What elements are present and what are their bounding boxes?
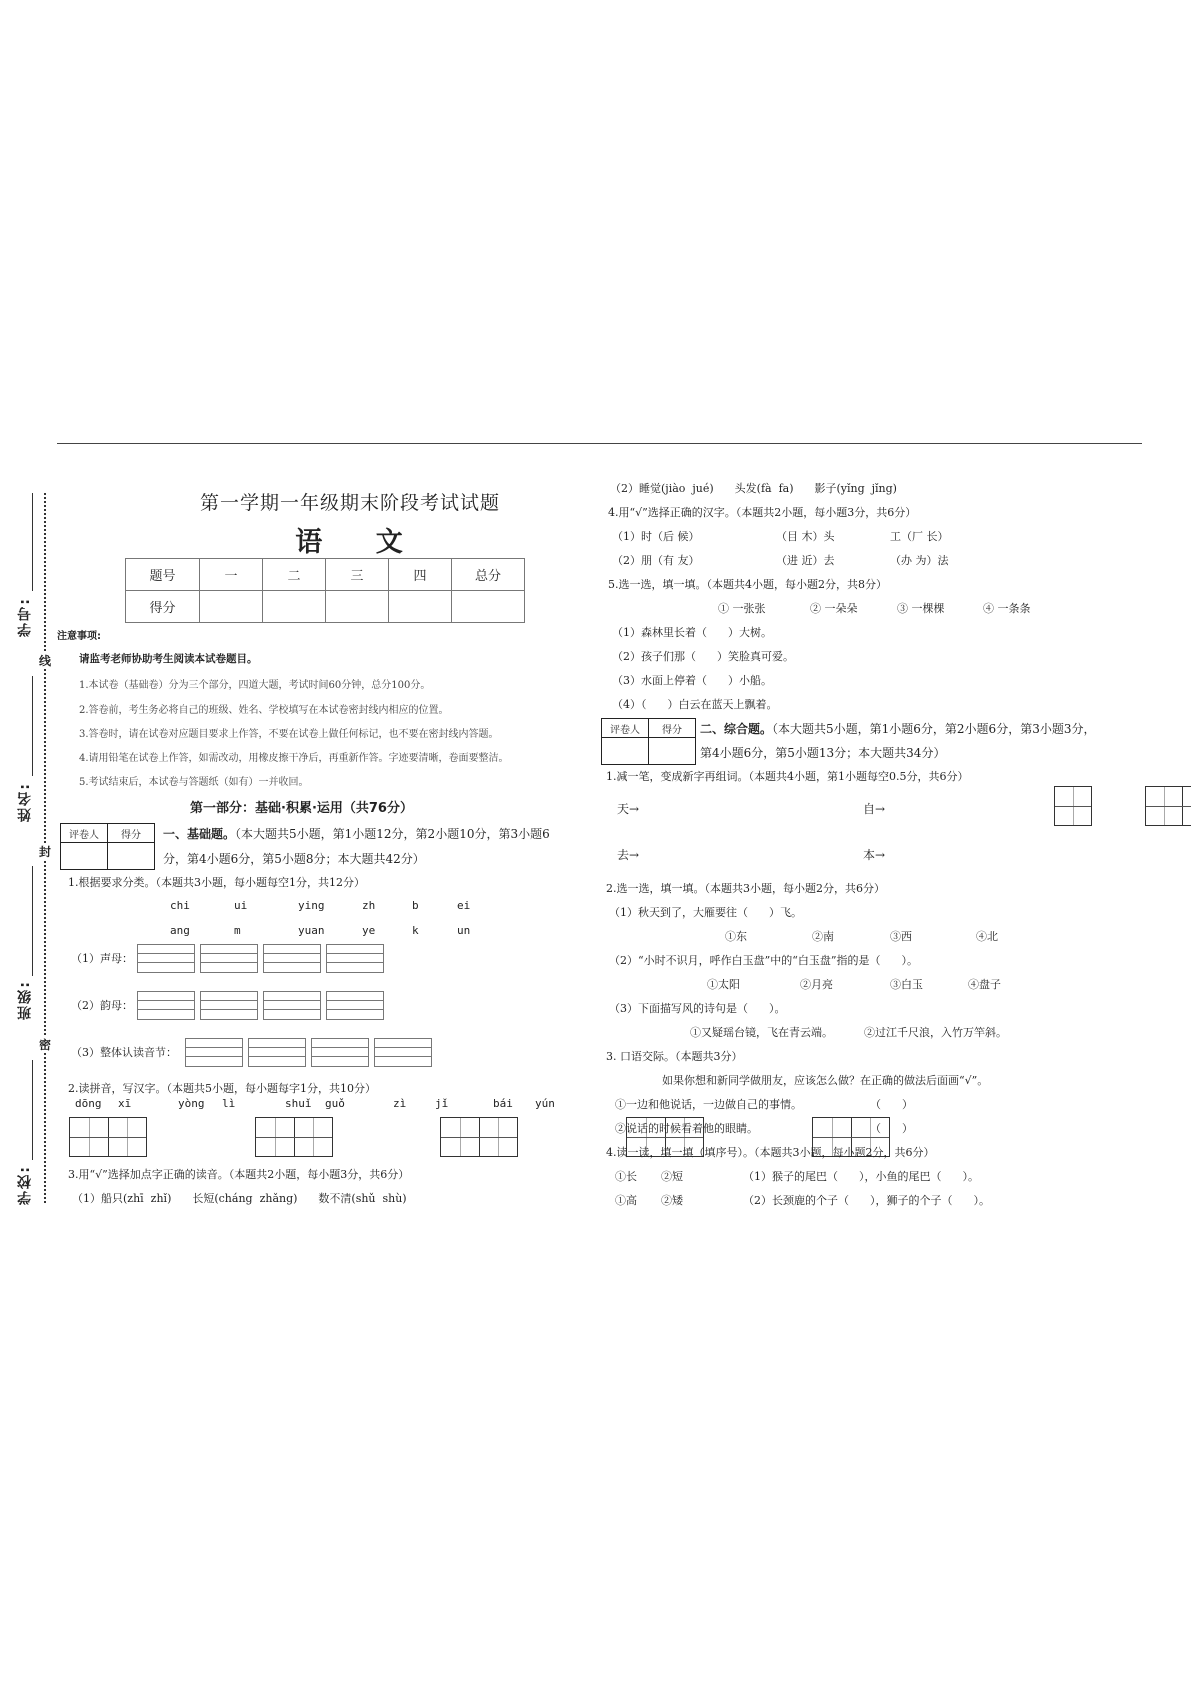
char-label: 天 (617, 802, 630, 816)
q4-item: （进 近）去 (776, 554, 835, 567)
sub-label: （2）韵母： (71, 998, 133, 1012)
section2-title: 二、综合题。 (700, 722, 773, 736)
score-header: 三 (326, 559, 389, 591)
q2-prompt: 2.读拼音，写汉字。（本题共5小题，每小题每字1分，共10分） (68, 1082, 376, 1095)
pinyin-item: ying (298, 899, 325, 912)
notice-item: 4.请用铅笔在试卷上作答，如需改动，用橡皮擦干净后，再重新作答。字迹要清晰，卷面要整洁。 (79, 753, 509, 764)
section1-desc-cont: 分，第4小题6分，第5小题8分；本大题共42分） (163, 852, 425, 866)
writing-lines[interactable] (200, 944, 258, 973)
grader-box-2 (601, 718, 696, 765)
section1-desc: （本大题共5小题，第1小题12分，第2小题10分，第3小题6 (235, 827, 550, 841)
p2-q2-prompt: 2.选一选，填一填。（本题共3小题，每小题2分，共6分） (606, 882, 885, 895)
section1-title: 一、基础题。 (163, 827, 236, 841)
score-table (125, 558, 525, 623)
q1-sub-finals (71, 991, 389, 1020)
answer-blank[interactable]: （ ） (870, 1098, 913, 1111)
q4-item: （办 为）法 (890, 554, 949, 567)
p2-q2-item: （2）“小时不识月，呼作白玉盘”中的“白玉盘”指的是（ ）。 (609, 954, 918, 967)
seal-mark-xian: 线 (38, 654, 51, 668)
p2-q3-item: ②说话的时候看着他的眼睛。 (615, 1122, 758, 1135)
seal-mark-mi: 密 (38, 1038, 51, 1052)
field-label-student-id: 学号: (17, 597, 33, 637)
p2-q2-item: （1）秋天到了，大雁要往（ ）飞。 (609, 906, 802, 919)
pinyin-label: shuǐ (285, 1097, 312, 1110)
grader-label: 得分 (108, 824, 155, 843)
p2-q2-option: ④北 (976, 930, 998, 943)
field-label-school: 学校: (17, 1165, 33, 1205)
pinyin-item: m (234, 924, 241, 937)
q5-prompt: 5.选一选，填一填。（本题共4小题，每小题2分，共8分） (608, 578, 887, 591)
top-rule (57, 443, 1142, 444)
q1-pinyin-row2 (170, 924, 470, 937)
q1-sub-initials (71, 944, 389, 973)
q3-prompt: 3.用“√”选择加点字正确的读音。（本题共2小题，每小题3分，共6分） (68, 1168, 410, 1181)
field-line-name (32, 676, 33, 776)
pinyin-item: ye (362, 924, 376, 937)
q5-item: （3）水面上停着（ ）小船。 (612, 674, 772, 687)
p2-q4-item: （1）猴子的尾巴（ ），小鱼的尾巴（ ）。 (743, 1170, 979, 1183)
q1-pinyin-row1 (170, 899, 470, 912)
grader-box-1 (60, 823, 155, 870)
stroke-char (863, 846, 885, 863)
grader-input[interactable] (649, 738, 696, 765)
q1-prompt: 1.根据要求分类。（本题共3小题，每小题每空1分，共12分） (68, 876, 365, 889)
pinyin-label: lì (222, 1097, 236, 1110)
notice-item: 1.本试卷（基础卷）分为三个部分，四道大题，考试时间60分钟，总分100分。 (79, 680, 431, 691)
sub-label: （1）声母： (71, 951, 133, 965)
char-label: 本 (863, 848, 876, 862)
notice-item: 5.考试结束后，本试卷与答题纸（如有）一并收回。 (79, 777, 309, 788)
score-cell[interactable] (389, 591, 452, 623)
section1-header (163, 825, 550, 842)
q5-item: （4）（ ）白云在蓝天上飘着。 (612, 698, 778, 711)
q5-option: ② 一朵朵 (810, 602, 858, 615)
arrow-icon: → (875, 802, 886, 816)
q5-item: （1）森林里长着（ ）大树。 (612, 626, 772, 639)
pinyin-item: ui (234, 899, 248, 912)
p2-q4-option: ②矮 (661, 1194, 683, 1207)
p2-q2-option: ④盘子 (968, 978, 1001, 991)
pinyin-item: chi (170, 899, 190, 912)
p2-q2-option: ③白玉 (890, 978, 923, 991)
sub-label: （3）整体认读音节： (71, 1045, 177, 1059)
p2-q3-desc: 如果你想和新同学做朋友，应该怎么做？在正确的做法后面画“√”。 (662, 1074, 989, 1087)
p2-q4-prompt: 4.读一读，填一填（填序号）。（本题共3小题，每小题2分，共6分） (606, 1146, 935, 1159)
pinyin-label: bái (493, 1097, 513, 1110)
writing-lines[interactable] (374, 1038, 432, 1067)
arrow-icon: → (875, 848, 886, 862)
pinyin-item: yuan (298, 924, 325, 937)
writing-lines[interactable] (137, 944, 195, 973)
writing-lines[interactable] (137, 991, 195, 1020)
writing-lines[interactable] (248, 1038, 306, 1067)
score-cell[interactable] (326, 591, 389, 623)
tian-grid[interactable] (440, 1117, 518, 1157)
p2-q2-option: ②过江千尺浪，入竹万竿斜。 (864, 1026, 1007, 1039)
q4-item: （1）时（后 候） (612, 530, 700, 543)
tian-grid[interactable] (255, 1117, 333, 1157)
pinyin-label: jǐ (435, 1097, 449, 1110)
q4-prompt: 4.用“√”选择正确的汉字。（本题共2小题，每小题3分，共6分） (608, 506, 917, 519)
char-label: 去 (617, 848, 630, 862)
score-row-label: 得分 (126, 591, 200, 623)
writing-lines[interactable] (263, 944, 321, 973)
seal-mark-feng: 封 (38, 845, 51, 859)
q1-sub-syllables (71, 1038, 437, 1067)
notice-item: 2.答卷前，考生务必将自己的班级、姓名、学校填写在本试卷密封线内相应的位置。 (79, 705, 449, 716)
exam-title: 第一学期一年级期末阶段考试试题 (199, 492, 500, 514)
section2-desc: （本大题共5小题，第1小题6分，第2小题6分，第3小题3分， (772, 722, 1096, 736)
p2-q4-option: ②短 (661, 1170, 683, 1183)
writing-lines[interactable] (200, 991, 258, 1020)
pinyin-label: xī (118, 1097, 132, 1110)
pinyin-item: un (457, 924, 471, 937)
stroke-char (617, 800, 639, 817)
q5-option: ① 一张张 (718, 602, 766, 615)
pinyin-label: yòng (178, 1097, 205, 1110)
score-cell[interactable] (263, 591, 326, 623)
p2-q2-option: ①又疑瑶台镜，飞在青云端。 (690, 1026, 833, 1039)
p2-q3-prompt: 3. 口语交际。（本题共3分） (606, 1050, 743, 1063)
pinyin-label: zì (393, 1097, 407, 1110)
score-cell[interactable] (200, 591, 263, 623)
grader-input[interactable] (602, 738, 649, 765)
exam-subject: 语 文 (295, 527, 405, 558)
writing-lines[interactable] (185, 1038, 243, 1067)
grader-input[interactable] (108, 843, 155, 870)
grader-label: 评卷人 (602, 719, 649, 738)
score-cell[interactable] (452, 591, 525, 623)
stroke-char (863, 800, 885, 817)
pinyin-item: zh (362, 899, 376, 912)
score-header: 总分 (452, 559, 525, 591)
section2-header (700, 720, 1095, 737)
pinyin-item: k (412, 924, 419, 937)
field-line-student-id (32, 493, 33, 591)
pinyin-label: yún (535, 1097, 555, 1110)
field-label-name: 姓名: (17, 782, 33, 822)
q5-option: ③ 一棵棵 (897, 602, 945, 615)
writing-lines[interactable] (326, 991, 384, 1020)
p2-q2-item: （3）下面描写风的诗句是（ ）。 (609, 1002, 786, 1015)
grader-label: 评卷人 (61, 824, 108, 843)
answer-blank[interactable]: （ ） (870, 1122, 913, 1135)
q3-line1: （1）船只(zhī zhǐ) 长短(cháng zhǎng) 数不清(shǔ shù) (72, 1192, 407, 1205)
notice-instruction: 请监考老师协助考生阅读本试卷题目。 (79, 653, 258, 665)
p2-q2-option: ①太阳 (707, 978, 740, 991)
p2-q2-option: ③西 (890, 930, 912, 943)
q3-line2: （2）睡觉(jiào jué) 头发(fà fa) 影子(yǐng jǐng) (610, 482, 897, 495)
score-header: 一 (200, 559, 263, 591)
notice-heading: 注意事项: (57, 631, 101, 642)
stroke-char (617, 846, 639, 863)
field-line-school (32, 1060, 33, 1160)
pinyin-label: dōng (75, 1097, 102, 1110)
arrow-icon: → (629, 848, 640, 862)
tian-grid[interactable] (1145, 786, 1191, 826)
p2-q2-option: ②南 (812, 930, 834, 943)
p2-q4-option: ①高 (615, 1194, 637, 1207)
q5-item: （2）孩子们那（ ）笑脸真可爱。 (612, 650, 794, 663)
score-header: 题号 (126, 559, 200, 591)
q4-item: 工（厂 长） (890, 530, 949, 543)
tian-grid[interactable] (1054, 786, 1092, 826)
pinyin-item: b (412, 899, 419, 912)
q4-item: （2）朋（有 友） (612, 554, 700, 567)
p2-q1-prompt: 1.减一笔，变成新字再组词。（本题共4小题，第1小题每空0.5分，共6分） (606, 770, 969, 783)
field-line-class (32, 866, 33, 976)
p2-q2-option: ①东 (725, 930, 747, 943)
arrow-icon: → (629, 802, 640, 816)
pinyin-label: guǒ (325, 1097, 345, 1110)
section2-desc-cont: 第4小题6分，第5小题13分；本大题共34分） (700, 746, 946, 760)
writing-lines[interactable] (263, 991, 321, 1020)
writing-lines[interactable] (311, 1038, 369, 1067)
pinyin-item: ei (457, 899, 471, 912)
p2-q4-option: ①长 (615, 1170, 637, 1183)
p2-q2-option: ②月亮 (800, 978, 833, 991)
writing-lines[interactable] (326, 944, 384, 973)
tian-grid[interactable] (69, 1117, 147, 1157)
score-header: 四 (389, 559, 452, 591)
p2-q3-item: ①一边和他说话，一边做自己的事情。 (615, 1098, 802, 1111)
grader-input[interactable] (61, 843, 108, 870)
q5-option: ④ 一条条 (983, 602, 1031, 615)
grader-label: 得分 (649, 719, 696, 738)
pinyin-item: ang (170, 924, 190, 937)
score-header: 二 (263, 559, 326, 591)
char-label: 自 (863, 802, 876, 816)
q4-item: （目 木）头 (776, 530, 835, 543)
notice-item: 3.答卷时，请在试卷对应题目要求上作答，不要在试卷上做任何标记，也不要在密封线内答题。 (79, 729, 499, 740)
p2-q4-item: （2）长颈鹿的个子（ ），狮子的个子（ ）。 (743, 1194, 990, 1207)
part1-title: 第一部分：基础·积累·运用（共76分） (190, 801, 413, 816)
field-label-class: 班级: (17, 980, 33, 1020)
